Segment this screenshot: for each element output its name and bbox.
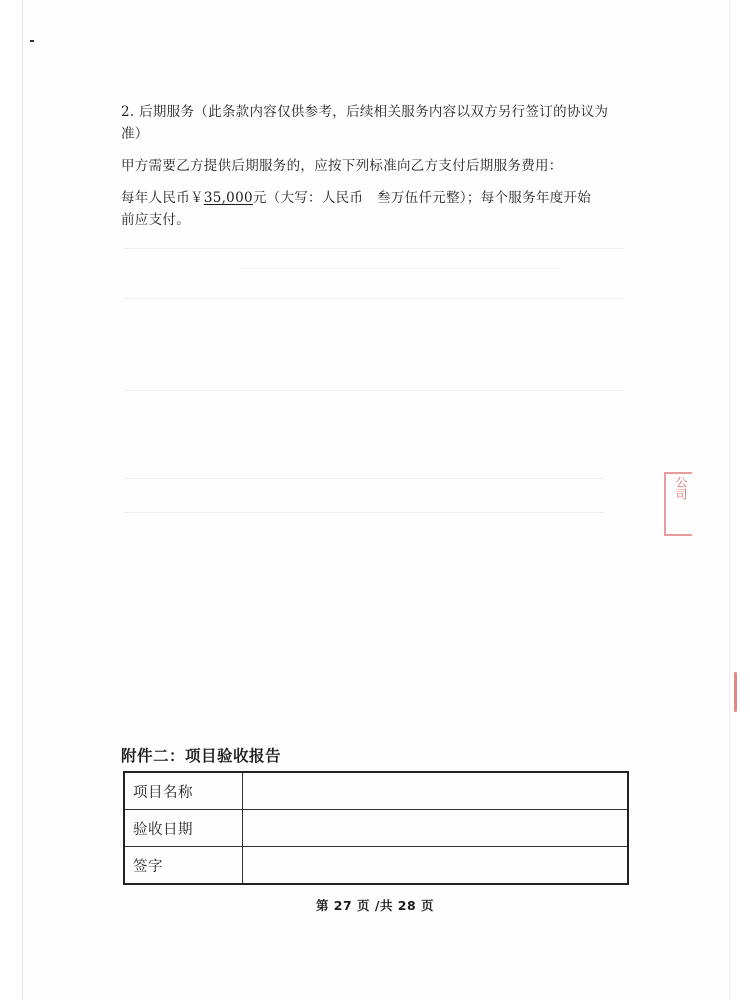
service-requirement: 甲方需要乙方提供后期服务的，应按下列标准向乙方支付后期服务费用：: [121, 158, 563, 174]
service-heading-line-1: 2. 后期服务（此条款内容仅供参考，后续相关服务内容以双方另行签订的协议为: [121, 104, 609, 120]
service-heading-line-2: 准）: [121, 126, 149, 142]
company-seal-text: 公司: [674, 476, 688, 500]
page-number: 第 27 页 /共 28 页: [315, 898, 435, 913]
fee-suffix: 元（大写：人民币 叁万伍仟元整）；每个服务年度开始: [252, 190, 592, 206]
scan-speck: [30, 40, 34, 42]
acceptance-date-value: [243, 810, 628, 847]
fee-line-2: 前应支付。: [121, 212, 190, 228]
red-edge-mark: [734, 672, 737, 712]
table-row: [124, 847, 628, 885]
project-name-label: 项目名称: [124, 772, 243, 810]
bleed-through-trace: [124, 512, 604, 513]
bleed-through-trace: [124, 298, 624, 299]
signature-label: 签字: [124, 847, 243, 885]
acceptance-date-label: 验收日期: [124, 810, 243, 847]
signature-value: [243, 847, 628, 885]
bleed-through-trace: [240, 268, 560, 269]
table-row: [124, 810, 628, 847]
fee-prefix: 每年人民币￥: [121, 190, 204, 206]
fee-amount: 35,000: [203, 190, 253, 206]
bleed-through-trace: [124, 248, 624, 249]
service-fee-clause: [121, 187, 631, 231]
table-row: [124, 772, 628, 810]
bleed-through-trace: [124, 478, 604, 479]
acceptance-report-table: [123, 771, 629, 885]
annex-title: 附件二：项目验收报告: [121, 747, 282, 765]
fee-line-1: [121, 187, 631, 209]
project-name-value: [243, 772, 628, 810]
service-clause-heading: [121, 101, 631, 145]
bleed-through-trace: [124, 390, 624, 391]
